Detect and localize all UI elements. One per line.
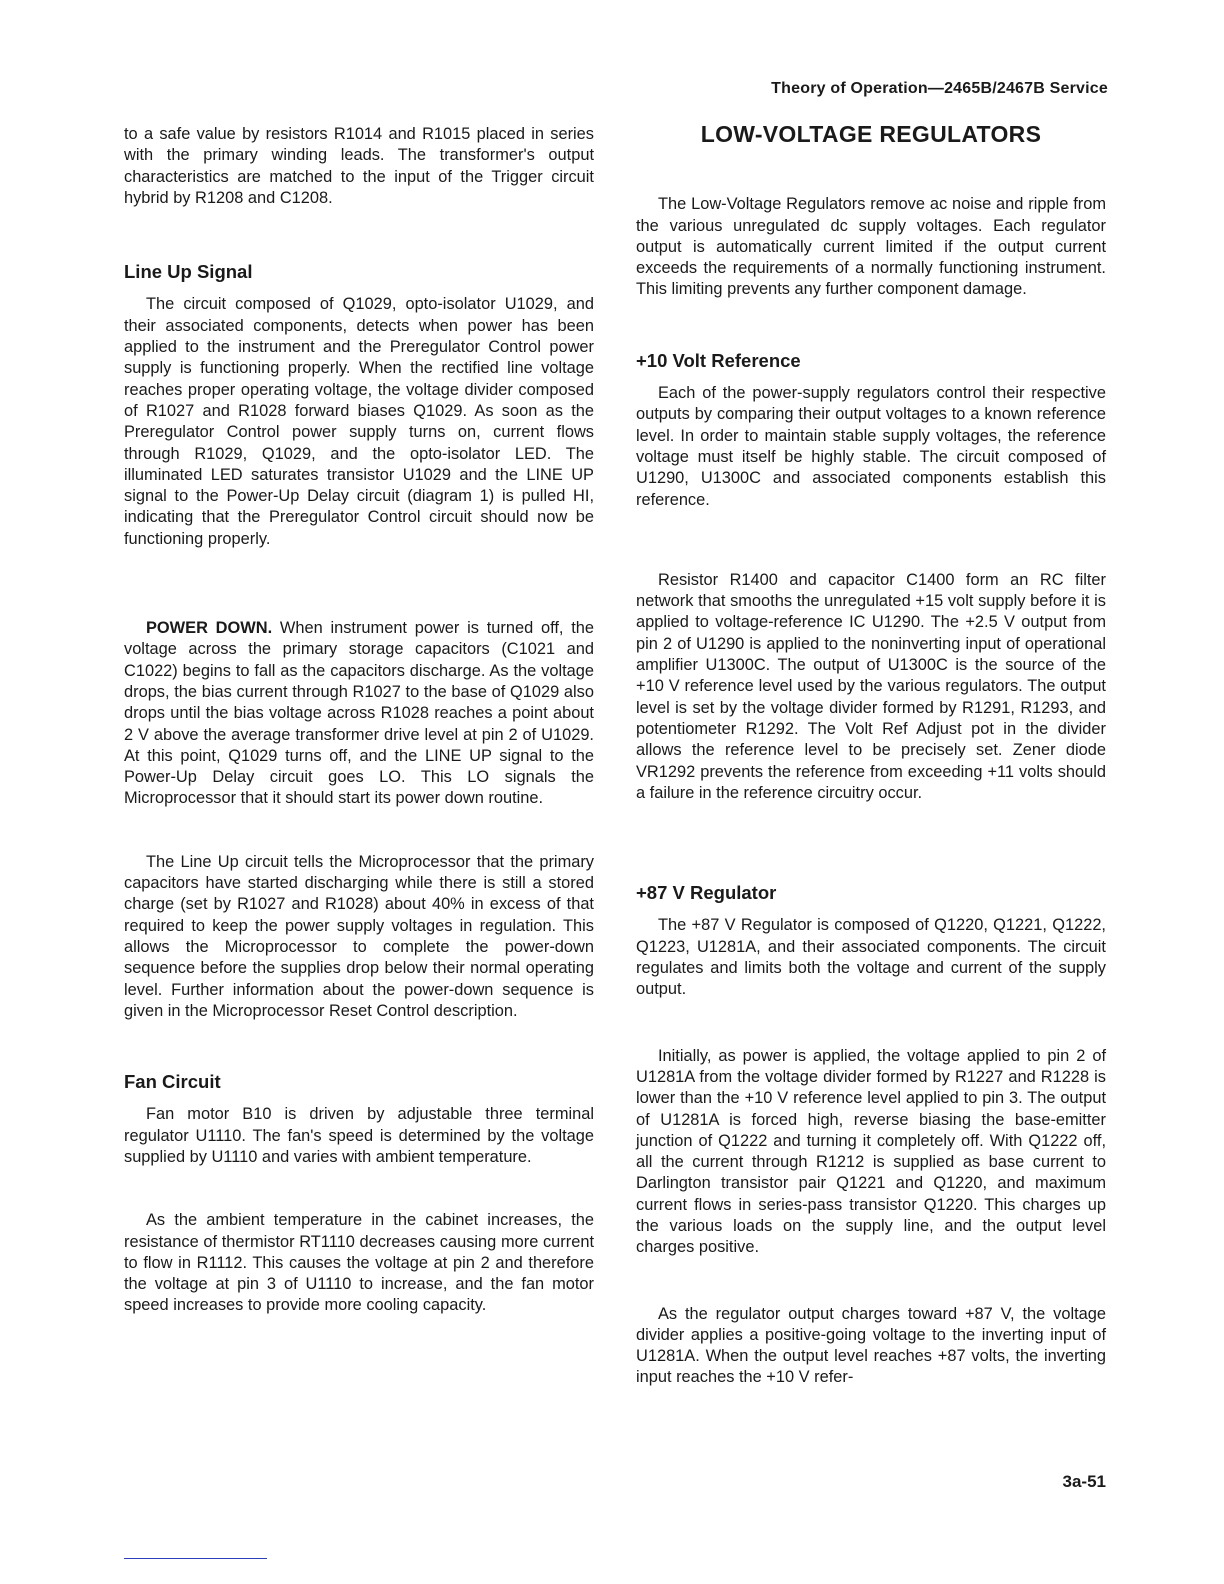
ref10-paragraph-1: Each of the power-supply regulators control their respective outputs by comparing their output voltages to a known reference level. In order to maintain stable supply voltages, the reference voltage must itself be highly stable. The circuit composed of U1290, U1300C and associated components establish this reference.: [636, 384, 1106, 509]
fan-paragraph-1: Fan motor B10 is driven by adjustable three terminal regulator U1110. The fan's speed is determined by the voltage supplied by U1110 and varies with ambient temperature.: [124, 1105, 594, 1166]
running-header: Theory of Operation—2465B/2467B Service: [771, 80, 1108, 97]
ref10-heading: +10 Volt Reference: [636, 349, 801, 371]
fan-circuit-heading: Fan Circuit: [124, 1071, 221, 1093]
reg87-paragraph-1: The +87 V Regulator is composed of Q1220, Q1221, Q1222, Q1223, U1281A, and their associated components. The circuit regulates and limits both the voltage and current of the supply output.: [636, 916, 1106, 999]
power-down-label: POWER DOWN.: [146, 619, 273, 638]
reg87-paragraph-3: As the regulator output charges toward +87 V, the voltage divider applies a positive-going voltage to the inverting input of U1281A. When the output level reaches +87 volts, the inverting input reaches the +10 V refer-: [636, 1304, 1106, 1387]
line-up-paragraph-3: The Line Up circuit tells the Microprocessor that the primary capacitors have started discharging while there is still a stored charge (set by R1027 and R1028) about 40% in excess of that required to keep the power supply voltages in regulation. This allows the Microprocessor to complete the power-down sequence before the supplies drop below their normal operating level. Further information about the power-down sequence is given in the Microprocessor Reset Control description.: [124, 852, 594, 1020]
reg87-paragraph-2: Initially, as power is applied, the voltage applied to pin 2 of U1281A from the voltage divider formed by R1227 and R1228 is lower than the +10 V reference level applied to pin 3. The output of U1281A is forced high, reverse biasing the base-emitter junction of Q1222 and turning it completely off. With Q1222 off, all the current through R1212 is supplied as base current to Darlington transistor pair Q1221 and Q1220, and maximum current flows in series-pass transistor Q1220. This charges up the various loads on the supply line, and the output level charges positive.: [636, 1046, 1106, 1257]
regulators-intro: The Low-Voltage Regulators remove ac noise and ripple from the various unregulated dc supply voltages. Each regulator output is automatically current limited if the output current exceeds the requirements of a normally functioning instrument. This limiting prevents any further component damage.: [636, 195, 1106, 299]
right-column: [636, 121, 1106, 1389]
fan-paragraph-2: As the ambient temperature in the cabinet increases, the resistance of thermistor RT1110 decreases causing more current to flow in R1112. This causes the voltage at pin 2 and therefore the voltage at pin 3 of U1110 to increase, and the fan motor speed increases to provide more cooling capacity.: [124, 1211, 594, 1315]
power-down-text: When instrument power is turned off, the voltage across the primary storage capacitors (C1021 and C1022) begins to fall as the capacitors discharge. As the voltage drops, the bias current through R1027 to the base of Q1029 also drops until the bias voltage across R1028 reaches a point about 2 V above the average transformer drive level at pin 2 of U1029. At this point, Q1029 turns off, and the LINE UP signal to the Power-Up Delay circuit goes LO. This LO signals the Microprocessor that it should start its power down routine.: [124, 619, 594, 808]
line-up-heading: Line Up Signal: [124, 261, 253, 283]
line-up-paragraph-1: The circuit composed of Q1029, opto-isolator U1029, and their associated components, detects when power has been applied to the instrument and the Preregulator Control power supply is functioning properly. When the rectified line voltage reaches proper operating voltage, the voltage divider composed of R1027 and R1028 forward biases Q1029. As soon as the Preregulator Control power supply turns on, current flows through R1029, Q1029, and the opto-isolator LED. The illuminated LED saturates transistor U1029 and the LINE UP signal to the Power-Up Delay circuit (diagram 1) is pulled HI, indicating that the Preregulator Control circuit should now be functioning properly.: [124, 295, 594, 548]
ref10-paragraph-2: Resistor R1400 and capacitor C1400 form an RC filter network that smooths the unregulated +15 volt supply before it is applied to voltage-reference IC U1290. The +2.5 V output from pin 2 of U1290 is applied to the noninverting input of operational amplifier U1300C. The output of U1300C is the source of the +10 V reference level used by the various regulators. The output level is set by the voltage divider formed by R1291, R1293, and potentiometer R1292. The Volt Ref Adjust pot in the divider allows the reference level to be precisely set. Zener diode VR1292 prevents the reference from exceeding +11 volts should a failure in the reference circuitry occur.: [636, 570, 1106, 802]
page-number: 3a-51: [1062, 1472, 1106, 1491]
left-column: [124, 124, 594, 1317]
power-down-paragraph: [124, 618, 594, 810]
footer-rule: [124, 1558, 267, 1559]
reg87-heading: +87 V Regulator: [636, 882, 777, 904]
section-title: LOW-VOLTAGE REGULATORS: [700, 121, 1042, 147]
intro-paragraph: to a safe value by resistors R1014 and R1015 placed in series with the primary winding leads. The transformer's output characteristics are matched to the input of the Trigger circuit hybrid by R1208 and C1208.: [124, 125, 594, 207]
